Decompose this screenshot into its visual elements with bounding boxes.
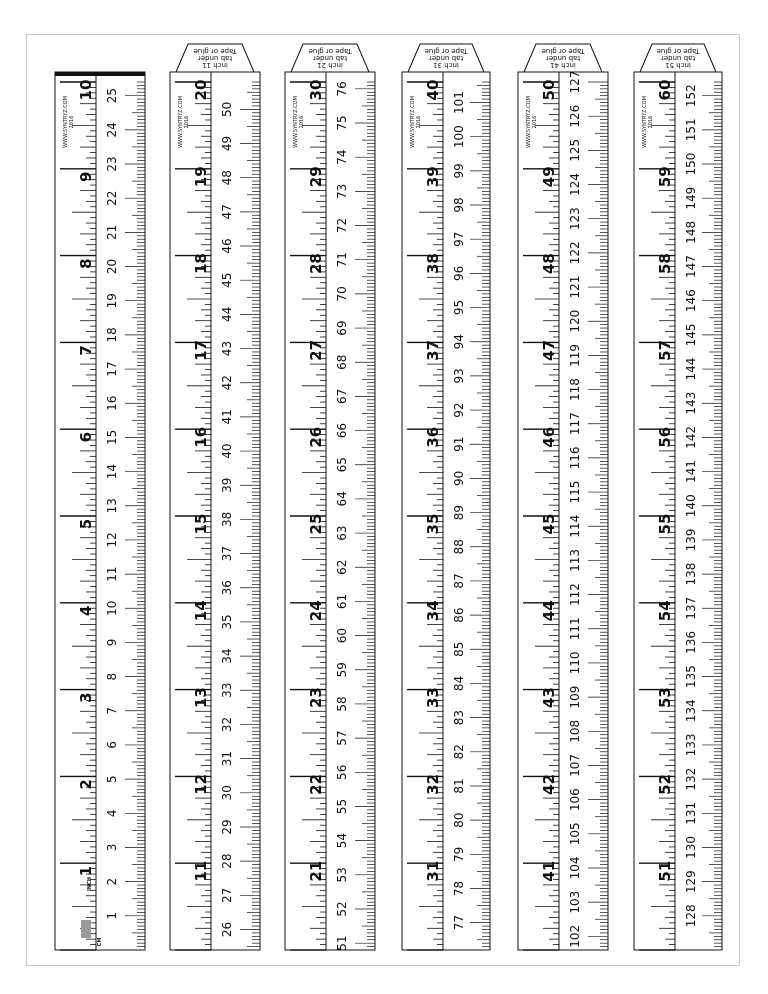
cm-label: 65 [335,457,349,473]
cm-label: 136 [684,630,698,654]
cm-label: 27 [220,887,234,903]
cm-label: 25 [105,88,119,104]
cm-label: 70 [335,286,349,302]
cm-label: 137 [684,596,698,620]
inch-label: 57 [656,339,674,361]
inch-label: 50 [540,79,558,101]
cm-label: 23 [105,156,119,172]
inch-label: 46 [540,426,558,448]
glue-tab-text: tab under [545,54,581,62]
cm-label: 77 [452,915,466,931]
cm-label: 80 [452,812,466,828]
website-text: WWW.SYNTRYZ.COM [63,96,69,148]
inch-label: 26 [307,426,325,448]
cm-label: 119 [568,343,582,367]
cm-label: 53 [335,867,349,883]
cm-label: 61 [335,593,349,610]
cm-label: 143 [684,391,698,415]
cm-label: 19 [105,293,119,309]
cm-label: 62 [335,559,349,575]
cm-label: 13 [105,498,120,514]
inch-label: 21 [307,860,325,882]
inch-label: 58 [656,253,674,275]
cm-label: 146 [684,289,698,313]
cm-label: 56 [335,764,349,780]
inch-label: 19 [192,166,210,188]
cm-label: 124 [568,173,582,196]
cm-label: 107 [568,754,582,777]
cm-label: 21 [105,224,119,241]
cm-label: 9 [105,638,119,647]
top-bar [55,72,145,76]
cm-label: 38 [220,511,234,528]
cm-label: 18 [105,327,119,343]
cm-label: 41 [220,409,234,425]
inch-label: 38 [424,253,442,275]
cm-label: 31 [220,750,234,767]
cm-label: 22 [105,190,119,206]
cm-label: 92 [452,402,466,418]
cm-label: 81 [452,778,466,794]
year-text: 2016 [532,115,538,129]
cm-label: 35 [220,614,234,630]
inch-label: 30 [307,79,325,101]
cm-label: 63 [335,525,349,541]
cm-label: 98 [452,197,466,213]
cm-label: 128 [684,904,698,928]
cm-label: 115 [568,480,582,504]
inch-label: 6 [77,431,95,443]
ruler-strip-1 [55,72,145,950]
inch-label: 2 [77,779,95,790]
ruler-strip-5 [518,44,608,950]
cm-label: 91 [452,436,466,452]
cm-label: 86 [452,607,466,623]
glue-tab-text: tab under [428,54,464,62]
cm-label: 132 [684,767,698,791]
cm-label: 51 [335,935,349,951]
cm-label: 82 [452,744,466,760]
inch-label: 41 [540,860,558,882]
website-text: WWW.SYNTRYZ.COM [526,96,532,148]
website-text: WWW.SYNTRYZ.COM [293,96,299,148]
cm-label: 5 [105,775,119,783]
cm-label: 24 [105,122,119,138]
inch-label: 8 [77,258,95,269]
cm-label: 85 [452,641,466,657]
strip-outline [285,72,375,950]
glue-tab-text: Tape or glue [656,47,700,55]
cm-label: 2 [105,877,119,886]
inch-label: 53 [656,687,674,709]
inch-label: 3 [77,692,95,703]
glue-tab-text: Tape or glue [308,47,352,55]
cm-label: 118 [568,378,582,402]
cm-label: 75 [335,115,349,131]
inch-label: 14 [192,600,210,622]
cm-label: 8 [105,672,119,681]
cm-label: 30 [220,785,234,801]
cm-label: 11 [105,566,119,582]
cm-label: 104 [568,856,582,880]
cm-label: 148 [684,220,698,244]
inch-label: 35 [424,513,442,535]
inch-label: 44 [540,600,558,622]
inch-label: 43 [540,687,558,709]
year-text: 2016 [416,115,422,129]
ruler-strip-6 [634,44,722,950]
cm-label: 72 [335,217,349,234]
cm-label: 133 [684,733,698,757]
glue-tab-text: tab under [197,54,233,62]
cm-label: 6 [105,741,119,749]
cm-label: 49 [220,135,234,152]
year-text: 2016 [648,115,654,129]
inch-label: 17 [192,339,210,361]
cm-label: 95 [452,299,466,316]
cm-label: 111 [568,617,582,641]
inch-label: 60 [656,79,674,101]
cm-label: 100 [452,125,466,149]
cm-label: 147 [684,255,698,278]
syntryz-logo [81,920,91,938]
cm-label: 40 [220,443,234,459]
glue-tab-text: tab under [312,54,348,62]
cm-label: 117 [568,412,582,436]
cm-label: 26 [220,921,234,938]
cm-label: 16 [105,395,119,411]
cm-label: 87 [452,573,466,589]
cm-label: 106 [568,788,582,812]
strip-outline [170,72,260,950]
cm-label: 43 [220,340,234,357]
inch-label: 49 [540,166,558,188]
cm-label: 69 [335,320,349,336]
year-text: 2016 [299,115,305,129]
cm-label: 129 [684,870,698,894]
inch-label: 9 [77,171,95,183]
cm-label: 46 [220,238,234,254]
cm-label: 74 [335,149,349,165]
inch-label: 54 [656,600,674,622]
strip-outline [55,72,145,950]
inch-label: 33 [424,687,442,709]
inch-label: 55 [656,513,674,535]
cm-label: 33 [220,682,234,698]
inch-label: 11 [192,860,210,882]
inch-label: 51 [656,860,674,882]
ruler-strip-3 [285,44,375,951]
cm-label: 149 [684,186,698,210]
cm-label: 102 [568,924,582,948]
ruler-strip-4 [402,44,490,950]
cm-label: 120 [568,309,582,333]
cm-label: 138 [684,562,698,586]
inch-label: 22 [307,773,325,795]
cm-label: 36 [220,580,234,596]
website-text: WWW.SYNTRYZ.COM [178,96,184,148]
inch-label: 12 [192,773,210,795]
inch-label: 25 [307,513,325,535]
cm-label: 66 [335,422,349,439]
cm-label: 93 [452,368,466,384]
cm-label: 79 [452,846,466,862]
cm-label: 55 [335,798,349,815]
cm-label: 103 [568,890,582,914]
inch-unit-label: INCH [87,877,93,891]
inch-label: 34 [424,600,442,622]
strip-outline [518,72,608,950]
inch-label: 10 [77,79,95,101]
cm-label: 125 [568,138,582,162]
inch-label: 23 [307,687,325,709]
glue-tab-text: Tape or glue [424,47,468,55]
inch-label: 1 [77,865,95,877]
inch-label: 16 [192,426,210,448]
glue-tab-text: inch 11 [202,61,228,69]
cm-label: 134 [684,699,698,723]
cm-label: 130 [684,836,698,859]
cm-label: 45 [220,272,234,288]
cm-label: 28 [220,853,234,869]
cm-label: 131 [684,801,698,825]
cm-label: 113 [568,548,582,572]
cm-label: 110 [568,651,582,675]
cm-label: 59 [335,662,349,678]
inch-label: 5 [77,518,95,530]
inch-label: 24 [307,600,325,622]
inch-label: 13 [192,687,210,709]
cm-label: 126 [568,104,582,128]
cm-label: 76 [335,81,349,97]
cm-label: 94 [452,334,466,350]
cm-label: 127 [568,70,582,94]
cm-label: 3 [105,843,119,852]
cm-label: 50 [220,101,234,117]
inch-label: 32 [424,773,442,795]
cm-label: 4 [105,809,119,818]
cm-label: 71 [335,252,349,268]
cm-label: 135 [684,665,698,689]
glue-tab-text: Tape or glue [541,47,585,55]
cm-label: 139 [684,528,698,552]
website-text: WWW.SYNTRYZ.COM [410,96,416,148]
cm-label: 52 [335,901,349,917]
strip-outline [402,72,490,950]
cm-label: 123 [568,207,582,231]
inch-label: 4 [77,605,95,617]
year-text: 2016 [184,115,190,129]
cm-label: 54 [335,833,349,849]
cm-label: 15 [105,429,119,446]
cm-label: 64 [335,491,349,507]
cm-label: 78 [452,880,466,897]
cm-label: 141 [684,460,698,484]
cm-label: 151 [684,118,698,142]
cm-label: 105 [568,822,582,846]
cm-label: 88 [452,539,466,555]
cm-label: 7 [105,706,119,715]
cm-label: 34 [220,648,234,664]
cm-label: 1 [105,912,119,920]
cm-unit-label: CM [97,937,103,947]
cm-label: 112 [568,583,582,607]
strip-outline [634,72,722,950]
inch-label: 48 [540,253,558,275]
inch-label: 18 [192,253,210,275]
website-text: WWW.SYNTRYZ.COM [642,96,648,148]
cm-label: 150 [684,152,698,176]
inch-label: 39 [424,166,442,188]
cm-label: 39 [220,477,234,493]
cm-label: 83 [452,709,466,726]
cm-label: 84 [452,675,466,692]
glue-tab-text: inch 51 [665,61,691,69]
inch-label: 31 [424,860,442,882]
cm-label: 67 [335,388,349,405]
inch-label: 20 [192,79,210,101]
inch-label: 28 [307,253,325,275]
inch-label: 36 [424,426,442,448]
cm-label: 89 [452,504,466,521]
glue-tab-text: inch 41 [550,61,576,69]
cm-label: 109 [568,685,582,709]
cm-label: 17 [105,361,119,377]
cm-label: 48 [220,170,234,186]
inch-label: 59 [656,166,674,188]
year-text: 2016 [69,115,75,129]
cm-label: 114 [568,514,582,538]
cm-label: 99 [452,163,466,179]
cm-label: 68 [335,354,349,370]
glue-tab-text: tab under [660,54,696,62]
cm-label: 90 [452,470,466,487]
cm-label: 116 [568,446,582,470]
cm-label: 142 [684,425,698,449]
cm-label: 42 [220,375,234,391]
inch-label: 42 [540,773,558,795]
cm-label: 58 [335,696,349,712]
inch-label: 15 [192,513,210,535]
inch-label: 29 [307,166,325,188]
cm-label: 37 [220,545,234,562]
glue-tab-text: inch 31 [433,61,459,69]
inch-label: 52 [656,773,674,795]
cm-label: 10 [105,600,119,616]
glue-tab-text: inch 21 [317,61,343,69]
cm-label: 96 [452,265,466,282]
inch-label: 56 [656,426,674,448]
glue-tab-text: Tape or glue [193,47,237,55]
inch-label: 40 [424,79,442,101]
cm-label: 57 [335,730,349,746]
cm-label: 108 [568,719,582,743]
cm-label: 14 [105,463,119,480]
inch-label: 45 [540,513,558,535]
cm-label: 144 [684,357,698,381]
cm-label: 97 [452,231,466,247]
cm-label: 44 [220,306,234,323]
inch-label: 7 [77,345,95,356]
inch-label: 27 [307,339,325,361]
cm-label: 121 [568,275,582,299]
inch-label: 47 [540,339,558,361]
cm-label: 12 [105,532,119,548]
cm-label: 73 [335,183,349,199]
cm-label: 29 [220,819,234,835]
cm-label: 60 [335,627,349,644]
cm-label: 47 [220,204,234,220]
cm-label: 145 [684,323,698,347]
cm-label: 32 [220,716,234,733]
ruler-strip-2 [170,44,260,950]
cm-label: 152 [684,84,698,108]
inch-label: 37 [424,339,442,361]
cm-label: 140 [684,494,698,518]
cm-label: 20 [105,258,119,275]
cm-label: 101 [452,91,466,114]
cm-label: 122 [568,241,582,265]
